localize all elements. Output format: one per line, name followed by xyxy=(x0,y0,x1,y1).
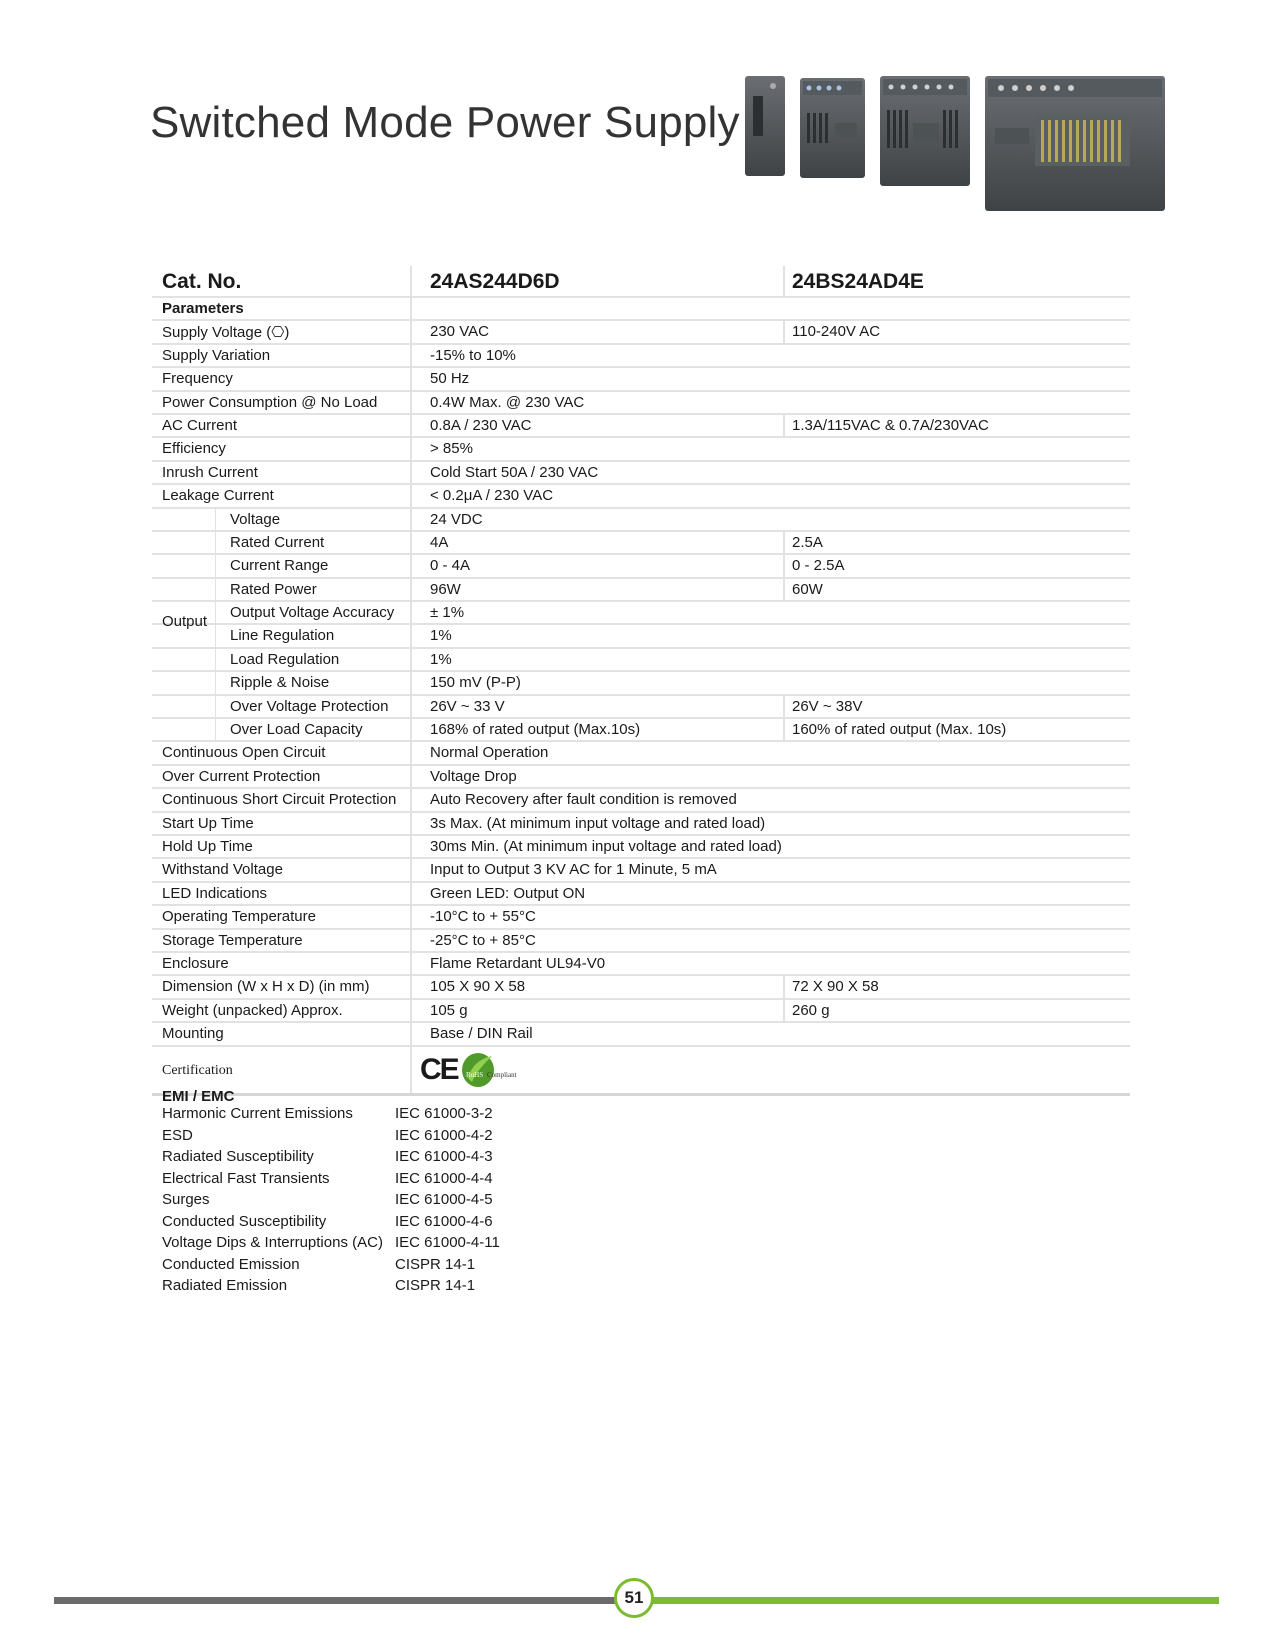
table-header-row xyxy=(152,266,1130,298)
footer-rule-left xyxy=(54,1597,617,1604)
table-row xyxy=(152,1000,1130,1023)
emi-item-name: Radiated Susceptibility xyxy=(162,1148,314,1165)
table-row xyxy=(152,836,1130,859)
param-label: Leakage Current xyxy=(162,487,274,505)
param-label: Over Voltage Protection xyxy=(230,697,389,715)
table-row xyxy=(152,345,1130,368)
table-row xyxy=(152,368,1130,391)
emi-item-standard: CISPR 14-1 xyxy=(395,1277,476,1294)
value-model-1: 230 VAC xyxy=(430,323,489,341)
value-model-1: Normal Operation xyxy=(430,744,549,762)
value-model-1: Base / DIN Rail xyxy=(430,1025,533,1043)
param-label: AC Current xyxy=(162,416,238,434)
table-row xyxy=(152,976,1130,999)
value-model-1: 168% of rated output (Max.10s) xyxy=(430,721,641,739)
param-label: Supply Variation xyxy=(162,346,271,364)
table-row xyxy=(152,532,1130,555)
param-label: Frequency xyxy=(162,370,233,388)
param-label: Continuous Open Circuit xyxy=(162,744,326,762)
param-label: Supply Voltage (⎔) xyxy=(162,324,290,342)
table-row xyxy=(152,719,1130,742)
param-label: Voltage xyxy=(230,510,281,528)
product-module-small xyxy=(800,78,865,178)
value-model-2: 110-240V AC xyxy=(792,323,881,341)
emi-item-standard: CISPR 14-1 xyxy=(395,1255,476,1273)
table-row xyxy=(152,883,1130,906)
page-number: 51 xyxy=(614,1578,654,1618)
value-model-1: 105 g xyxy=(430,1001,468,1019)
value-model-2: 72 X 90 X 58 xyxy=(792,978,879,996)
table-row xyxy=(152,321,1130,344)
value-model-1: Green LED: Output ON xyxy=(430,884,586,902)
param-label: Inrush Current xyxy=(162,463,258,481)
value-model-1: Input to Output 3 KV AC for 1 Minute, 5 mA xyxy=(430,861,717,879)
param-label: Continuous Short Circuit Protection xyxy=(162,791,397,809)
product-module-large xyxy=(985,76,1165,211)
table-row xyxy=(152,392,1130,415)
header-model-1: 24AS244D6D xyxy=(430,270,560,293)
value-model-1: -15% to 10% xyxy=(430,346,516,364)
value-model-1: 1% xyxy=(430,627,452,645)
value-model-1: 50 Hz xyxy=(430,370,470,388)
value-model-1: ± 1% xyxy=(430,604,465,622)
certification-label: Certification xyxy=(162,1062,233,1078)
emi-item-standard: IEC 61000-4-6 xyxy=(395,1212,493,1230)
emi-item-name: Voltage Dips & Interruptions (AC) xyxy=(162,1234,383,1251)
value-model-1: Flame Retardant UL94-V0 xyxy=(430,954,606,972)
product-module-slim xyxy=(745,76,785,176)
value-model-2: 2.5A xyxy=(792,533,823,551)
rohs-compliant-icon xyxy=(462,1052,534,1088)
table-row xyxy=(152,509,1130,532)
param-label: LED Indications xyxy=(162,884,268,902)
value-model-1: 96W xyxy=(430,580,461,598)
parameters-label: Parameters xyxy=(162,300,244,317)
table-row xyxy=(152,766,1130,789)
emi-item-name: Surges xyxy=(162,1191,210,1208)
value-model-1: 0.4W Max. @ 230 VAC xyxy=(430,393,585,411)
param-label: Load Regulation xyxy=(230,650,340,668)
table-row xyxy=(152,696,1130,719)
value-model-2: 0 - 2.5A xyxy=(792,557,845,575)
table-row xyxy=(152,789,1130,812)
emi-item-standard: IEC 61000-4-4 xyxy=(395,1169,493,1187)
value-model-1: 3s Max. (At minimum input voltage and rated load) xyxy=(430,814,766,832)
emi-item-standard: IEC 61000-3-2 xyxy=(395,1105,493,1122)
emi-item-name: Harmonic Current Emissions xyxy=(162,1105,353,1122)
emi-item-name: ESD xyxy=(162,1126,193,1144)
param-label: Operating Temperature xyxy=(162,908,316,926)
emi-item-name: Conducted Susceptibility xyxy=(162,1212,327,1230)
emi-item-standard: IEC 61000-4-3 xyxy=(395,1148,493,1165)
parameters-row xyxy=(152,298,1130,321)
spec-table xyxy=(152,266,1130,1096)
table-row xyxy=(152,930,1130,953)
param-label: Storage Temperature xyxy=(162,931,303,949)
certification-row xyxy=(152,1047,1130,1096)
param-label: Current Range xyxy=(230,557,329,575)
table-row xyxy=(152,625,1130,648)
table-row xyxy=(152,462,1130,485)
value-model-2: 60W xyxy=(792,580,823,598)
value-model-1: 105 X 90 X 58 xyxy=(430,978,526,996)
rohs-compliant-label: Compliant xyxy=(487,1070,517,1079)
param-label: Enclosure xyxy=(162,954,229,972)
header-model-2: 24BS24AD4E xyxy=(792,270,924,293)
value-model-1: -25°C to + 85°C xyxy=(430,931,536,949)
value-model-1: 30ms Min. (At minimum input voltage and rated load) xyxy=(430,837,782,855)
param-label: Start Up Time xyxy=(162,814,254,832)
param-label: Rated Current xyxy=(230,533,325,551)
param-label: Withstand Voltage xyxy=(162,861,283,879)
value-model-1: Cold Start 50A / 230 VAC xyxy=(430,463,599,481)
table-row xyxy=(152,555,1130,578)
table-row xyxy=(152,485,1130,508)
emi-item-standard: IEC 61000-4-2 xyxy=(395,1126,493,1144)
table-row xyxy=(152,438,1130,461)
emi-item-name: Electrical Fast Transients xyxy=(162,1169,330,1187)
value-model-2: 26V ~ 38V xyxy=(792,697,863,715)
value-model-1: -10°C to + 55°C xyxy=(430,908,536,926)
value-model-1: Voltage Drop xyxy=(430,767,517,785)
table-row xyxy=(152,579,1130,602)
param-label: Efficiency xyxy=(162,440,226,458)
table-row xyxy=(152,672,1130,695)
value-model-1: < 0.2μA / 230 VAC xyxy=(430,487,554,505)
value-model-2: 260 g xyxy=(792,1001,830,1019)
header-cat-no: Cat. No. xyxy=(162,270,242,293)
value-model-1: > 85% xyxy=(430,440,473,458)
value-model-1: 0.8A / 230 VAC xyxy=(430,416,532,434)
product-module-medium xyxy=(880,76,970,186)
value-model-1: 26V ~ 33 V xyxy=(430,697,505,715)
value-model-1: 150 mV (P-P) xyxy=(430,674,521,692)
table-row xyxy=(152,813,1130,836)
emi-item-name: Conducted Emission xyxy=(162,1255,300,1273)
value-model-1: 24 VDC xyxy=(430,510,483,528)
param-label: Hold Up Time xyxy=(162,837,253,855)
table-row xyxy=(152,906,1130,929)
table-row xyxy=(152,602,1130,625)
param-label: Line Regulation xyxy=(230,627,335,645)
table-row xyxy=(152,859,1130,882)
footer-rule-right xyxy=(653,1597,1219,1604)
table-row xyxy=(152,649,1130,672)
table-row xyxy=(152,415,1130,438)
page-title: Switched Mode Power Supply xyxy=(150,98,740,147)
table-row xyxy=(152,742,1130,765)
table-row xyxy=(152,953,1130,976)
param-label: Output Voltage Accuracy xyxy=(230,604,395,622)
emi-item-name: Radiated Emission xyxy=(162,1277,288,1294)
emi-item-standard: IEC 61000-4-5 xyxy=(395,1191,493,1208)
output-group-label: Output xyxy=(162,612,208,630)
value-model-1: 0 - 4A xyxy=(430,557,471,575)
param-label: Power Consumption @ No Load xyxy=(162,393,378,411)
param-label: Over Load Capacity xyxy=(230,721,363,739)
param-label: Mounting xyxy=(162,1025,224,1043)
emi-title: EMI / EMC xyxy=(162,1088,235,1105)
value-model-1: 1% xyxy=(430,650,452,668)
ce-mark-icon: CE xyxy=(420,1052,458,1086)
emi-item-standard: IEC 61000-4-11 xyxy=(395,1234,500,1251)
param-label: Weight (unpacked) Approx. xyxy=(162,1001,343,1019)
param-label: Dimension (W x H x D) (in mm) xyxy=(162,978,370,996)
product-photo-power-supplies xyxy=(745,68,1170,223)
param-label: Over Current Protection xyxy=(162,767,321,785)
rohs-label: RoHS xyxy=(466,1070,484,1079)
value-model-1: 4A xyxy=(430,533,449,551)
value-model-1: Auto Recovery after fault condition is removed xyxy=(430,791,737,809)
param-label: Ripple & Noise xyxy=(230,674,330,692)
value-model-2: 1.3A/115VAC & 0.7A/230VAC xyxy=(792,416,989,434)
param-label: Rated Power xyxy=(230,580,317,598)
value-model-2: 160% of rated output (Max. 10s) xyxy=(792,721,1007,739)
table-row xyxy=(152,1023,1130,1046)
